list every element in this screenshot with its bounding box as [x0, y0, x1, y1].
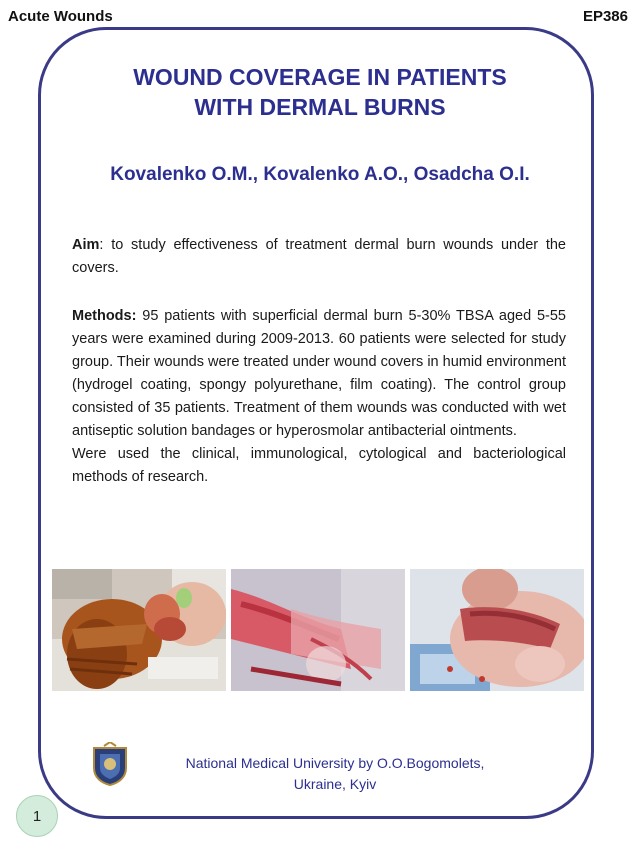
affiliation-line-1: National Medical University by O.O.Bogomolets,: [185, 755, 485, 771]
title-line-1: WOUND COVERAGE IN PATIENTS: [133, 64, 507, 90]
methods-text-2: Were used the clinical, immunological, cytological and bacteriological methods of research.: [72, 446, 566, 485]
authors: Kovalenko O.M., Kovalenko A.O., Osadcha O.I.: [110, 164, 530, 185]
aim-label: Aim: [72, 237, 100, 253]
methods-text: 95 patients with superficial dermal burn 5-30% TBSA aged 5-55 years were examined during 2009-2013. 60 patients were selected for study group. Their wounds were treated under wound covers in humid environment (hydrogel coating, spongy polyurethane, film coating). The control group consisted of 35 patients. Treatment of them wounds was conducted with wet antiseptic solution bandages or hyperosmolar antibacterial ointments.: [72, 308, 566, 439]
methods-label: Methods:: [72, 308, 137, 324]
poster-id: EP386: [582, 8, 628, 25]
methods-paragraph: [72, 305, 566, 489]
aim-text: : to study effectiveness of treatment dermal burn wounds under the covers.: [72, 237, 566, 276]
burn-photo-2: [231, 569, 405, 691]
aim-paragraph: [72, 234, 566, 280]
affiliation: [150, 753, 520, 795]
section-label: Acute Wounds: [8, 8, 113, 25]
affiliation-line-2: Ukraine, Kyiv: [293, 776, 377, 792]
burn-photo-1: [52, 569, 226, 691]
title-line-2: WITH DERMAL BURNS: [194, 94, 446, 120]
page-number-badge: 1: [16, 795, 58, 837]
poster-title: [80, 62, 560, 122]
burn-photo-3: [410, 569, 584, 691]
university-emblem-icon: [90, 742, 130, 786]
